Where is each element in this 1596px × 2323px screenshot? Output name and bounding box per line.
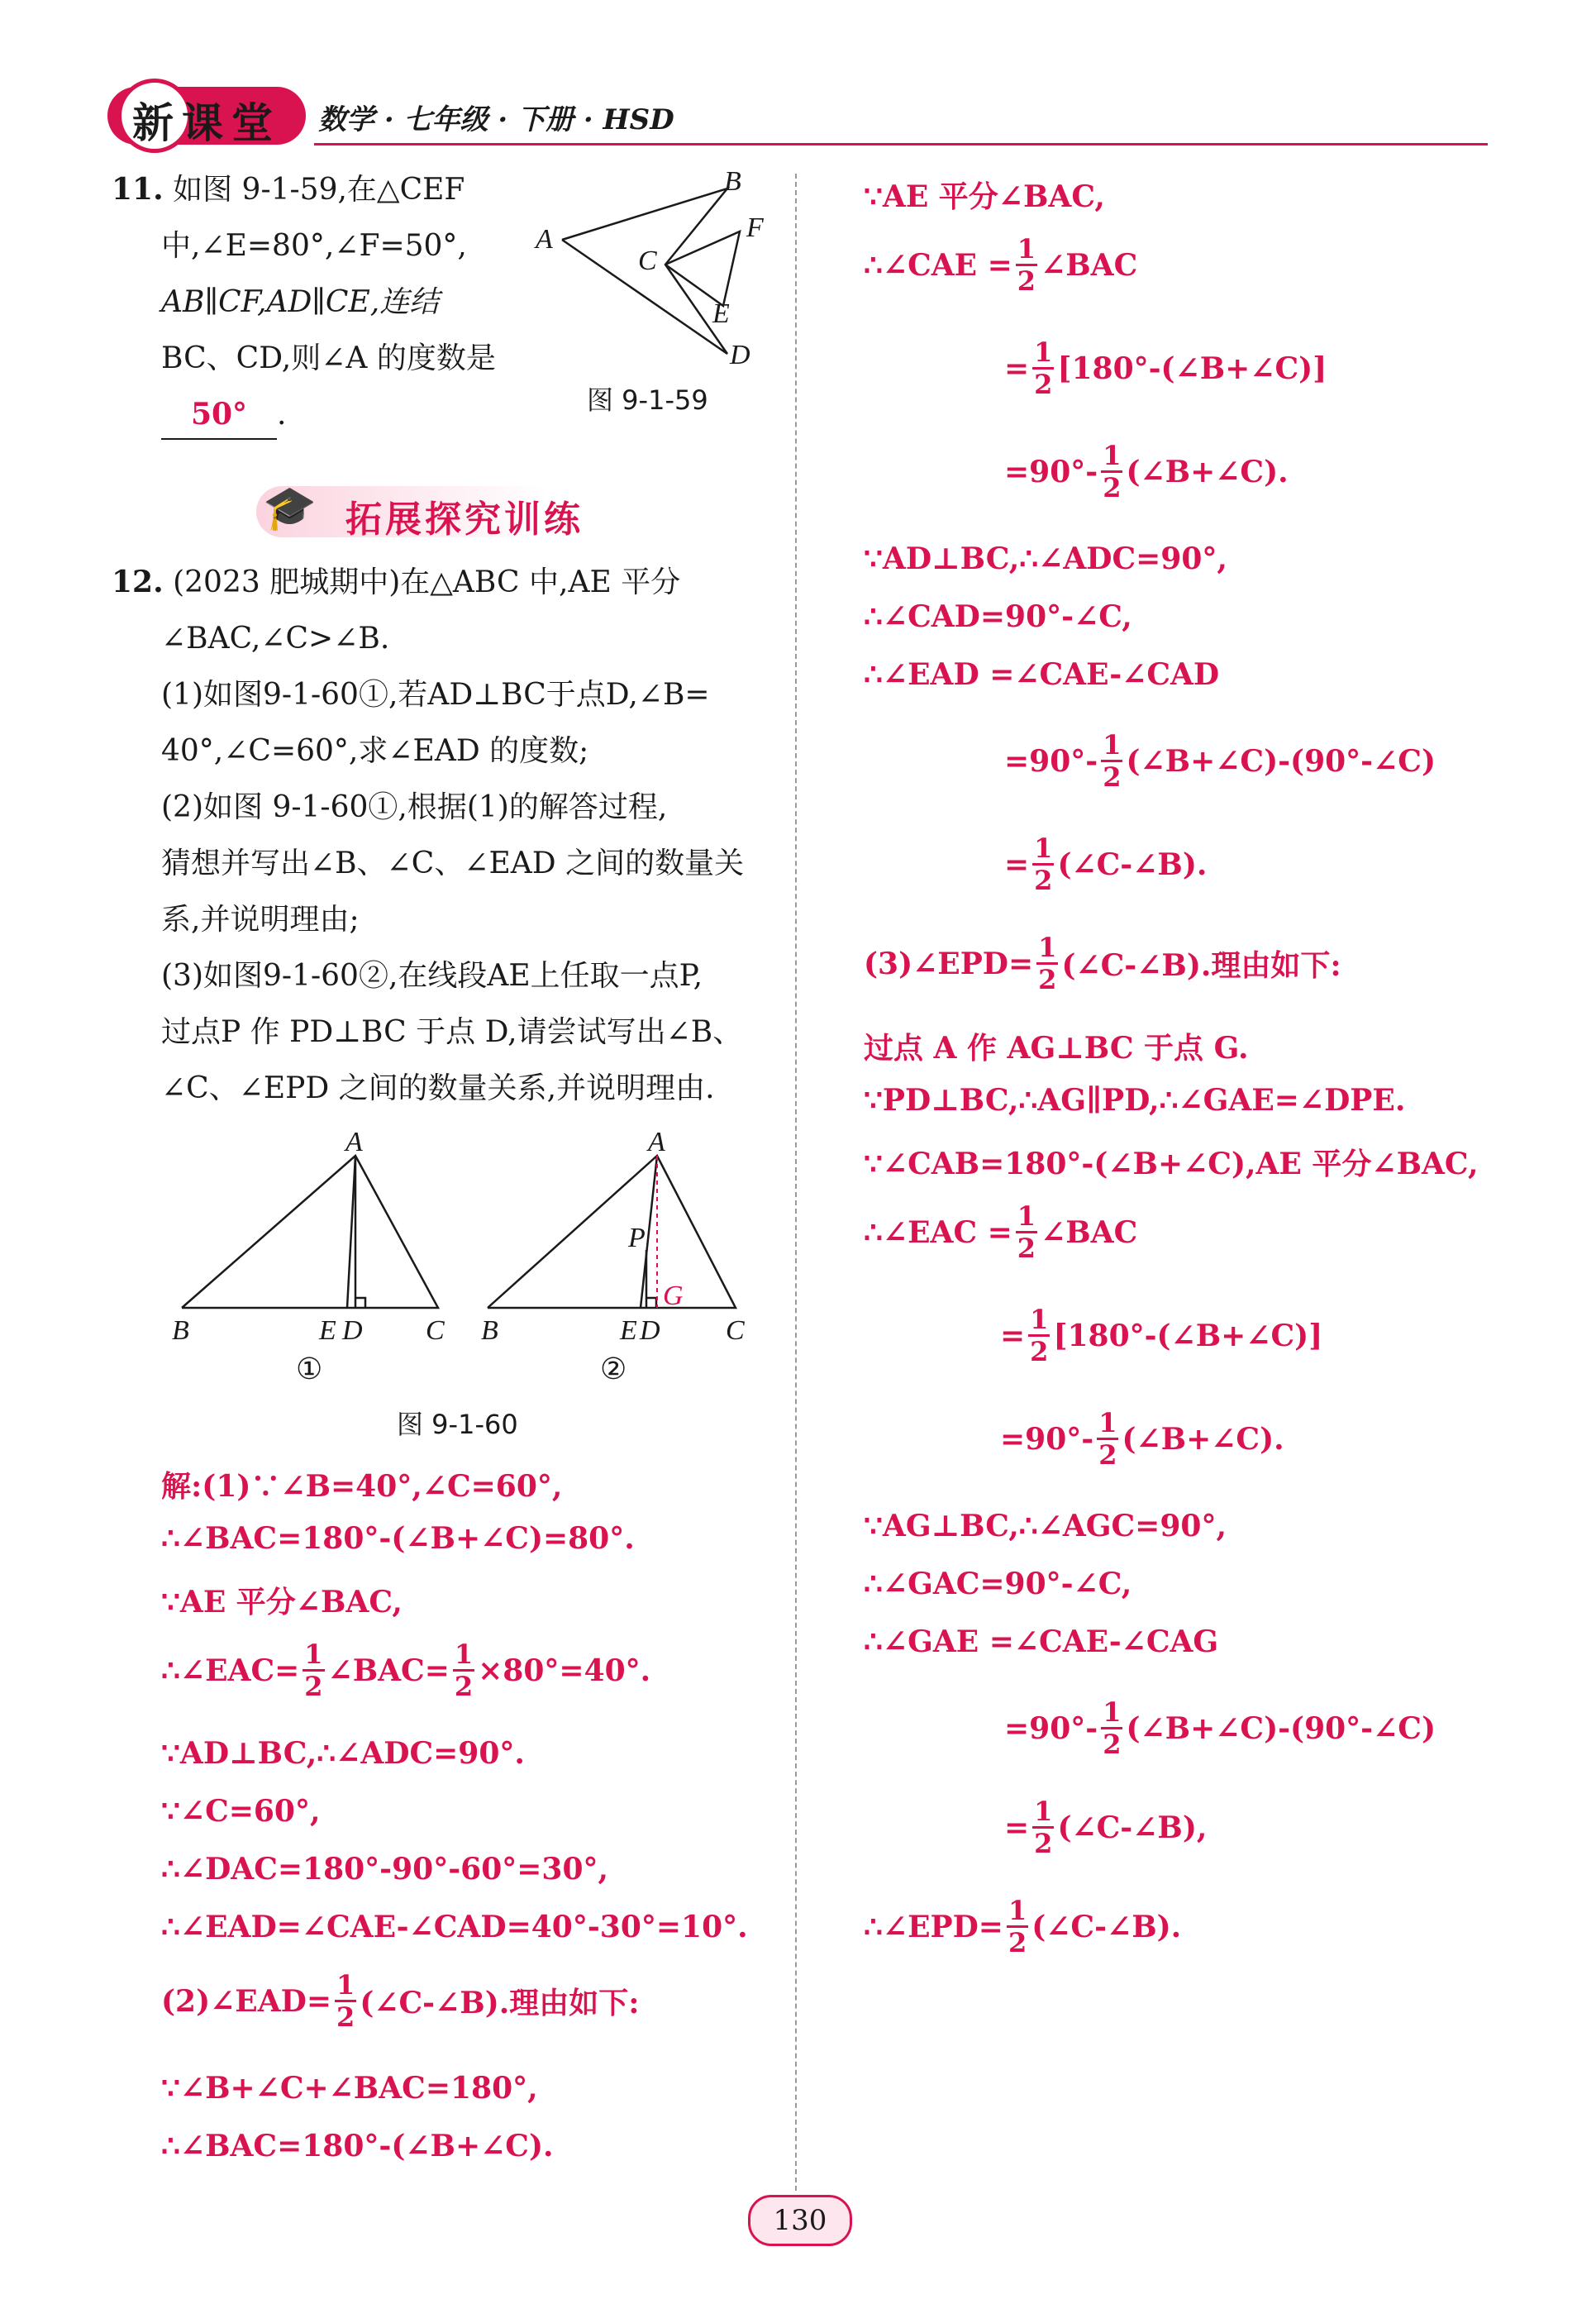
- fig60-2-label-a: A: [648, 1133, 665, 1157]
- sol-r21: [1004, 1798, 1207, 1857]
- question-12: [112, 554, 773, 1117]
- fraction-den: 2: [1034, 865, 1053, 896]
- fraction-num: 1: [1008, 1895, 1027, 1926]
- fig60-2-mark: ②: [600, 1352, 627, 1386]
- fig60-1-label-a: A: [345, 1133, 363, 1157]
- fig59-label-e: E: [712, 298, 730, 329]
- fraction-num: 1: [1103, 440, 1122, 471]
- fraction-half: [1101, 1696, 1122, 1760]
- header-subtitle: 数学 · 七年级 · 下册 · HSD: [318, 103, 674, 136]
- brand-title: 新课堂: [132, 98, 281, 147]
- sol-r9: [1004, 832, 1208, 896]
- fig59-label-b: B: [724, 166, 741, 197]
- fig59-label-f: F: [746, 212, 764, 243]
- q11-number: 11.: [112, 172, 164, 207]
- sol-r16-b: (∠B+∠C).: [1122, 1421, 1284, 1457]
- fraction-den: 2: [1034, 369, 1053, 400]
- sol-r22: [864, 1897, 1181, 1956]
- sol-l4: [161, 1641, 650, 1700]
- fig60-1-label-b: B: [172, 1315, 189, 1346]
- q11-answer-blank: [161, 391, 277, 440]
- fig60-1-label-c: C: [426, 1315, 445, 1346]
- sol-r20: [1004, 1696, 1436, 1760]
- fraction-half: [1097, 1407, 1118, 1471]
- fraction-den: 2: [1038, 964, 1057, 995]
- page-number: 130: [773, 2204, 827, 2237]
- sol-l10: ∵∠B+∠C+∠BAC=180°,: [161, 2071, 538, 2106]
- fraction-half: [1032, 336, 1054, 400]
- q12-line-10: ∠C、∠EPD 之间的数量关系,并说明理由.: [161, 1071, 715, 1105]
- sol-l1: 解:(1)∵∠B=40°,∠C=60°,: [161, 1469, 563, 1504]
- q11-line-4: BC、CD,则∠A 的度数是: [161, 341, 496, 375]
- sol-r20-b: (∠B+∠C)-(90°-∠C): [1126, 1710, 1436, 1746]
- sol-r8: [1004, 729, 1436, 793]
- column-divider: [795, 174, 797, 2191]
- sol-r6: ∴∠CAD=90°-∠C,: [864, 599, 1132, 634]
- fig60-1-mark: ①: [296, 1352, 323, 1386]
- fig60-2-label-d: D: [640, 1315, 660, 1346]
- fig60-1-ae: [347, 1156, 355, 1308]
- sol-r5: ∵AD⊥BC,∴∠ADC=90°,: [864, 541, 1227, 576]
- sol-r7: ∴∠EAD =∠CAE-∠CAD: [864, 657, 1220, 692]
- fig60-2-label-e: E: [620, 1315, 637, 1346]
- section-title: 拓展探究训练: [345, 498, 584, 541]
- header-rule: [314, 143, 1488, 145]
- sol-r2: [864, 233, 1138, 297]
- sol-r4-a: =90°-: [1004, 454, 1098, 489]
- fig60-2-label-b: B: [481, 1315, 498, 1346]
- fraction-num: 1: [454, 1639, 474, 1670]
- sol-r17: ∵AG⊥BC,∴∠AGC=90°,: [864, 1509, 1227, 1543]
- fig60-1-label-e: E: [319, 1315, 336, 1346]
- figure-9-1-59: [529, 165, 793, 430]
- fraction-num: 1: [1038, 932, 1057, 963]
- sol-l4-b: ∠BAC=: [327, 1653, 450, 1688]
- fraction-den: 2: [1103, 1729, 1122, 1760]
- fig60-2-right-angle: [646, 1298, 656, 1308]
- sol-l3: ∵AE 平分∠BAC,: [161, 1585, 403, 1619]
- sol-r13: ∵∠CAB=180°-(∠B+∠C),AE 平分∠BAC,: [864, 1147, 1479, 1181]
- fraction-den: 2: [304, 1671, 323, 1702]
- sol-r20-a: =90°-: [1004, 1710, 1098, 1746]
- sol-r14-b: ∠BAC: [1041, 1214, 1138, 1250]
- fraction-num: 1: [1103, 1696, 1122, 1728]
- fig59-caption: 图 9-1-59: [587, 384, 708, 416]
- sol-l6: ∵∠C=60°,: [161, 1794, 321, 1829]
- q12-line-6: 猜想并写出∠B、∠C、∠EAD 之间的数量关: [161, 847, 745, 880]
- fraction-num: 1: [1034, 832, 1053, 864]
- sol-r22-b: (∠C-∠B).: [1031, 1909, 1182, 1944]
- fraction-half: [1028, 1306, 1050, 1365]
- sol-r14-a: ∴∠EAC =: [864, 1214, 1012, 1250]
- sol-l8: ∴∠EAD=∠CAE-∠CAD=40°-30°=10°.: [161, 1910, 748, 1944]
- sol-r8-b: (∠B+∠C)-(90°-∠C): [1126, 743, 1436, 779]
- fraction-den: 2: [1103, 761, 1122, 793]
- fraction-num: 1: [1034, 1796, 1053, 1827]
- q12-line-1: (2023 肥城期中)在△ABC 中,AE 平分: [173, 565, 681, 599]
- sol-r2-b: ∠BAC: [1041, 247, 1138, 283]
- sol-r4: [1004, 442, 1289, 501]
- sol-l11: ∴∠BAC=180°-(∠B+∠C).: [161, 2129, 554, 2163]
- sol-r3-a: =: [1004, 351, 1030, 386]
- fraction-half: [1101, 442, 1122, 501]
- q12-line-2: ∠BAC,∠C>∠B.: [161, 622, 390, 656]
- fraction-half: [1016, 233, 1037, 297]
- fraction-num: 1: [1034, 336, 1053, 368]
- sol-r16: [1000, 1407, 1284, 1471]
- q12-line-7: 系,并说明理由;: [161, 903, 360, 937]
- fraction-half: [1101, 729, 1122, 793]
- q12-line-3: (1)如图9-1-60①,若AD⊥BC于点D,∠B=: [161, 678, 710, 712]
- sol-r9-a: =: [1004, 847, 1030, 882]
- fraction-half: [1032, 1798, 1054, 1857]
- sol-r2-a: ∴∠CAE =: [864, 247, 1012, 283]
- q11-answer: 50°: [190, 397, 248, 432]
- sol-r21-a: =: [1004, 1810, 1030, 1845]
- sol-r12: ∵PD⊥BC,∴AG∥PD,∴∠GAE=∠DPE.: [864, 1083, 1406, 1118]
- fraction-num: 1: [1098, 1407, 1117, 1438]
- fig59-label-a: A: [536, 224, 553, 255]
- fraction-num: 1: [1030, 1304, 1049, 1335]
- fig60-2-label-c: C: [726, 1315, 745, 1346]
- sol-r10-a: (3)∠EPD=: [864, 946, 1034, 981]
- q12-line-4: 40°,∠C=60°,求∠EAD 的度数;: [161, 734, 589, 768]
- q12-line-9: 过点P 作 PD⊥BC 于点 D,请尝试写出∠B、: [161, 1015, 743, 1049]
- fraction-den: 2: [1034, 1828, 1053, 1859]
- q12-number: 12.: [112, 565, 164, 599]
- q12-line-5: (2)如图 9-1-60①,根据(1)的解答过程,: [161, 790, 668, 824]
- fraction-half: [303, 1641, 324, 1700]
- fig60-1-label-d: D: [342, 1315, 363, 1346]
- sol-r4-b: (∠B+∠C).: [1126, 454, 1289, 489]
- fig60-2-triangle: [488, 1156, 736, 1308]
- sol-r15: [1000, 1306, 1322, 1365]
- sol-r8-a: =90°-: [1004, 743, 1098, 779]
- sol-r15-b: [180°-(∠B+∠C)]: [1053, 1318, 1323, 1353]
- sol-r14: [864, 1200, 1138, 1264]
- fraction-den: 2: [1103, 472, 1122, 503]
- question-11: [112, 161, 541, 443]
- fraction-half: [1016, 1200, 1037, 1264]
- fraction-den: 2: [1098, 1439, 1117, 1471]
- sol-r16-a: =90°-: [1000, 1421, 1094, 1457]
- sol-r21-b: (∠C-∠B),: [1057, 1810, 1208, 1845]
- sol-l9-b: (∠C-∠B).理由如下:: [360, 1986, 640, 2020]
- q12-line-8: (3)如图9-1-60②,在线段AE上任取一点P,: [161, 959, 703, 993]
- section-banner: [256, 479, 620, 546]
- fraction-num: 1: [336, 1969, 355, 2001]
- page-number-badge: [748, 2195, 852, 2246]
- fig60-2-label-g: G: [663, 1281, 684, 1311]
- fig59-label-c: C: [638, 246, 657, 276]
- sol-l9: [161, 1969, 640, 2033]
- sol-r9-b: (∠C-∠B).: [1057, 847, 1208, 882]
- fraction-den: 2: [1017, 265, 1036, 297]
- sol-r11: 过点 A 作 AG⊥BC 于点 G.: [864, 1031, 1249, 1066]
- sol-l9-a: (2)∠EAD=: [161, 1983, 332, 2019]
- sol-r3: [1004, 336, 1327, 400]
- fig59-label-d: D: [730, 340, 750, 370]
- fig60-2-label-p: P: [628, 1223, 646, 1253]
- fraction-den: 2: [454, 1671, 474, 1702]
- q11-answer-end: .: [277, 398, 287, 432]
- fraction-half: [335, 1969, 356, 2033]
- q11-line-2: 中,∠E=80°,∠F=50°,: [161, 229, 467, 263]
- sol-r19: ∴∠GAE =∠CAE-∠CAG: [864, 1624, 1219, 1659]
- fraction-den: 2: [1017, 1233, 1036, 1264]
- fig60-1-right-angle: [355, 1298, 365, 1308]
- fig60-1-triangle: [182, 1156, 438, 1308]
- q11-line-1: 如图 9-1-59,在△CEF: [173, 173, 465, 207]
- sol-r22-a: ∴∠EPD=: [864, 1909, 1003, 1944]
- sol-l5: ∵AD⊥BC,∴∠ADC=90°.: [161, 1736, 525, 1771]
- fig60-caption: 图 9-1-60: [397, 1409, 518, 1440]
- sol-r1: ∵AE 平分∠BAC,: [864, 179, 1105, 214]
- fraction-num: 1: [304, 1639, 323, 1670]
- fraction-den: 2: [1030, 1336, 1049, 1367]
- fraction-half: [1036, 934, 1058, 993]
- sol-r10: [864, 934, 1341, 993]
- sol-l7: ∴∠DAC=180°-90°-60°=30°,: [161, 1852, 609, 1887]
- fig59-triangle-cef: [665, 231, 740, 306]
- sol-r15-a: =: [1000, 1318, 1026, 1353]
- sol-l4-a: ∴∠EAC=: [161, 1653, 300, 1688]
- header: [99, 79, 1488, 153]
- sol-l4-c: ×80°=40°.: [478, 1653, 651, 1688]
- fraction-num: 1: [1017, 233, 1036, 265]
- fraction-half: [453, 1641, 474, 1700]
- graduation-cap-icon: 🎓: [263, 484, 317, 533]
- sol-r18: ∴∠GAC=90°-∠C,: [864, 1567, 1132, 1601]
- figure-9-1-60: [157, 1133, 785, 1447]
- fraction-den: 2: [336, 2001, 355, 2033]
- sol-l2: ∴∠BAC=180°-(∠B+∠C)=80°.: [161, 1521, 635, 1556]
- fraction-den: 2: [1008, 1927, 1027, 1958]
- fraction-half: [1007, 1897, 1028, 1956]
- fraction-num: 1: [1103, 729, 1122, 761]
- q11-line-3: AB∥CF,AD∥CE,连结: [161, 285, 440, 319]
- fraction-num: 1: [1017, 1200, 1036, 1232]
- sol-r3-b: [180°-(∠B+∠C)]: [1057, 351, 1327, 386]
- sol-r10-b: (∠C-∠B).理由如下:: [1061, 948, 1341, 983]
- fraction-half: [1032, 832, 1054, 896]
